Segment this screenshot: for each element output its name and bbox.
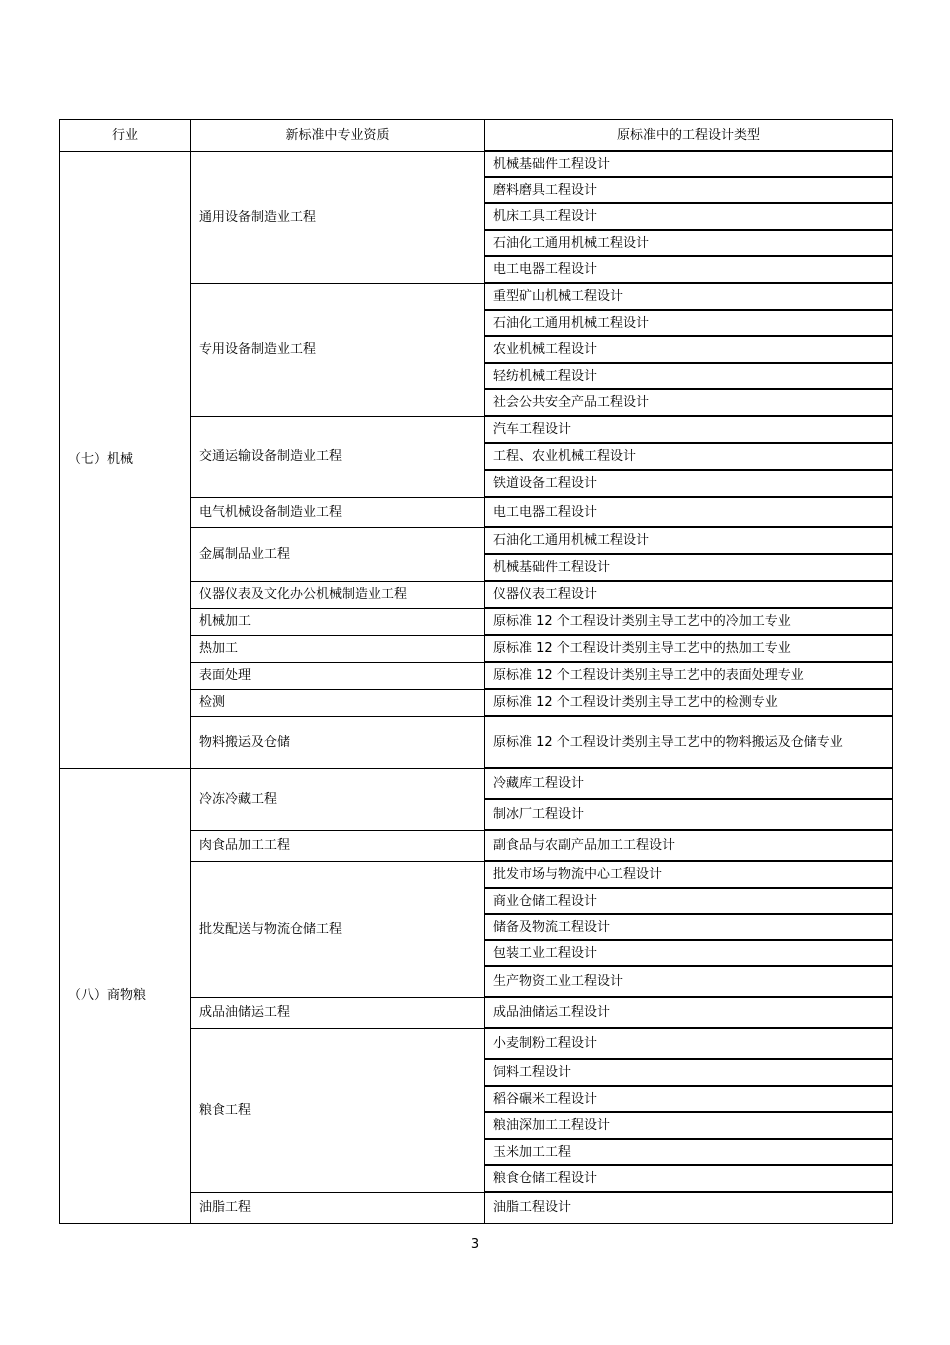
design-type-cell: 原标准 12 个工程设计类别主导工艺中的检测专业 <box>485 689 893 716</box>
design-type-cell: 冷藏库工程设计 <box>485 768 893 799</box>
qualification-cell: 批发配送与物流仓储工程 <box>191 861 485 997</box>
design-type-cell: 工程、农业机械工程设计 <box>485 443 893 470</box>
design-type-cell: 原标准 12 个工程设计类别主导工艺中的物料搬运及仓储专业 <box>485 716 893 768</box>
table-body <box>60 151 893 1223</box>
qualification-cell: 粮食工程 <box>191 1028 485 1192</box>
table-header-row <box>60 120 893 152</box>
qualification-cell: 冷冻冷藏工程 <box>191 768 485 830</box>
design-type-cell: 批发市场与物流中心工程设计 <box>485 861 893 888</box>
design-type-cell: 制冰厂工程设计 <box>485 799 893 830</box>
industry-cell: （七）机械 <box>60 151 191 768</box>
design-type-cell: 成品油储运工程设计 <box>485 997 893 1028</box>
qualification-cell: 通用设备制造业工程 <box>191 151 485 283</box>
header-original-design-type: 原标准中的工程设计类型 <box>485 120 893 152</box>
design-type-cell: 油脂工程设计 <box>485 1192 893 1223</box>
design-type-cell: 小麦制粉工程设计 <box>485 1028 893 1059</box>
design-type-cell: 电工电器工程设计 <box>485 256 893 283</box>
design-type-cell: 粮油深加工工程设计 <box>485 1112 893 1139</box>
qualification-cell: 电气机械设备制造业工程 <box>191 497 485 527</box>
design-type-cell: 轻纺机械工程设计 <box>485 363 893 389</box>
design-type-cell: 玉米加工工程 <box>485 1139 893 1165</box>
design-type-cell: 商业仓储工程设计 <box>485 888 893 914</box>
design-type-cell: 机床工具工程设计 <box>485 203 893 230</box>
design-type-cell: 农业机械工程设计 <box>485 336 893 363</box>
qualification-cell: 仪器仪表及文化办公机械制造业工程 <box>191 581 485 608</box>
qualification-cell: 成品油储运工程 <box>191 997 485 1028</box>
design-type-cell: 原标准 12 个工程设计类别主导工艺中的冷加工专业 <box>485 608 893 635</box>
qualification-cell: 表面处理 <box>191 662 485 689</box>
industry-cell: （八）商物粮 <box>60 768 191 1223</box>
qualification-cell: 检测 <box>191 689 485 716</box>
qualification-cell: 金属制品业工程 <box>191 527 485 581</box>
design-type-cell: 机械基础件工程设计 <box>485 554 893 581</box>
header-new-qualification: 新标准中专业资质 <box>191 120 485 152</box>
qualification-cell: 肉食品加工工程 <box>191 830 485 861</box>
design-type-cell: 石油化工通用机械工程设计 <box>485 230 893 256</box>
qualification-cell: 热加工 <box>191 635 485 662</box>
design-type-cell: 稻谷碾米工程设计 <box>485 1086 893 1112</box>
design-type-cell: 石油化工通用机械工程设计 <box>485 310 893 336</box>
design-type-cell: 粮食仓储工程设计 <box>485 1165 893 1192</box>
design-type-cell: 饲料工程设计 <box>485 1059 893 1086</box>
qualification-cell: 机械加工 <box>191 608 485 635</box>
design-type-cell: 副食品与农副产品加工工程设计 <box>485 830 893 861</box>
design-type-cell: 重型矿山机械工程设计 <box>485 283 893 310</box>
design-type-cell: 包装工业工程设计 <box>485 940 893 966</box>
qualification-cell: 专用设备制造业工程 <box>191 283 485 416</box>
page-number: 3 <box>470 1237 480 1252</box>
design-type-cell: 原标准 12 个工程设计类别主导工艺中的热加工专业 <box>485 635 893 662</box>
design-type-cell: 铁道设备工程设计 <box>485 470 893 497</box>
design-type-cell: 机械基础件工程设计 <box>485 151 893 177</box>
header-industry: 行业 <box>60 120 191 152</box>
table-row <box>60 768 893 799</box>
design-type-cell: 仪器仪表工程设计 <box>485 581 893 608</box>
design-type-cell: 储备及物流工程设计 <box>485 914 893 940</box>
table-row <box>60 151 893 177</box>
design-type-cell: 电工电器工程设计 <box>485 497 893 527</box>
design-type-cell: 石油化工通用机械工程设计 <box>485 527 893 554</box>
design-type-cell: 汽车工程设计 <box>485 416 893 443</box>
design-type-cell: 生产物资工业工程设计 <box>485 966 893 997</box>
qualification-cell: 物料搬运及仓储 <box>191 716 485 768</box>
design-type-cell: 社会公共安全产品工程设计 <box>485 389 893 416</box>
qualification-cell: 交通运输设备制造业工程 <box>191 416 485 497</box>
design-type-cell: 原标准 12 个工程设计类别主导工艺中的表面处理专业 <box>485 662 893 689</box>
qualification-cell: 油脂工程 <box>191 1192 485 1223</box>
qualification-mapping-table <box>59 119 893 1224</box>
design-type-cell: 磨料磨具工程设计 <box>485 177 893 203</box>
